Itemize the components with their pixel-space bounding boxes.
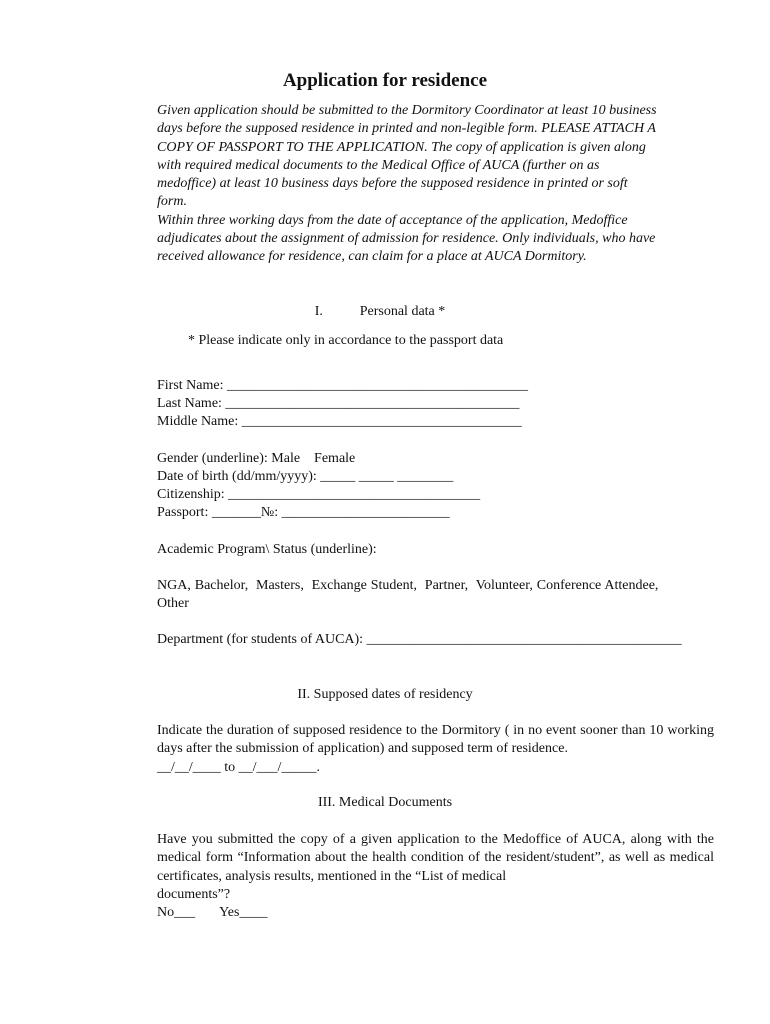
middle-name-field[interactable]: Middle Name: ________________________________________ (157, 414, 522, 429)
medical-question-end: documents”? (157, 886, 231, 902)
date-of-birth-field[interactable]: Date of birth (dd/mm/yyyy): _____ _____ ________ (157, 469, 454, 484)
intro-paragraph: Given application should be submitted to the Dormitory Coordinator at least 10 business days before the supposed residence in printed and non-legible form. PLEASE ATTACH A COPY OF PASSPORT TO THE APPLICATION. The copy of application is given along with required medical documents to the Medical Office of AUCA (further on as medoffice) at least 10 business days before the supposed residence in printed or soft form. Within three working days from the date of acceptance of the application, Medoffice adjudicates about the assignment of admission for residence. Only individuals, who have received allowance for residence, can claim for a place at AUCA Dormitory. (157, 103, 657, 265)
dates-field[interactable]: __/__/____ to __/___/_____. (157, 759, 320, 775)
program-options-other: Other (157, 596, 189, 612)
academic-program-options[interactable] (157, 577, 714, 614)
program-options-line: NGA, Bachelor, Masters, Exchange Student, Partner, Volunteer, Conference Attendee, (157, 578, 659, 593)
department-field[interactable]: Department (for students of AUCA): _____________________________________________ (157, 632, 682, 647)
section-dates-heading: II. Supposed dates of residency (297, 687, 473, 702)
citizenship-field[interactable]: Citizenship: ____________________________________ (157, 487, 481, 502)
dates-instructions (157, 722, 714, 777)
last-name-field[interactable]: Last Name: __________________________________________ (157, 396, 520, 411)
gender-field[interactable]: Gender (underline): Male Female (157, 451, 356, 466)
page-title: Application for residence (282, 70, 488, 91)
medical-answer-field[interactable]: No___ Yes____ (157, 905, 268, 920)
academic-program-label: Academic Program\ Status (underline): (157, 542, 377, 557)
medical-question (157, 831, 714, 904)
section-number: I. (314, 304, 323, 319)
passport-field[interactable]: Passport: _______№: ________________________ (157, 505, 450, 520)
medical-question-text: Have you submitted the copy of a given application to the Medoffice of AUCA, along with the medical form “Information about the health condition of the resident/student”, as well as medical certificates, analysis results, mentioned in the “List of medical (157, 832, 714, 884)
section-personal-data-heading (0, 303, 770, 321)
first-name-field[interactable]: First Name: ___________________________________________ (157, 378, 528, 393)
section-title: Personal data * (359, 304, 446, 319)
section-medical-heading: III. Medical Documents (317, 795, 453, 810)
passport-note: * Please indicate only in accordance to the passport data (188, 333, 504, 348)
dates-instructions-text: Indicate the duration of supposed residence to the Dormitory ( in no event sooner than 10 working days after the submission of application) and supposed term of residence. (157, 723, 714, 757)
